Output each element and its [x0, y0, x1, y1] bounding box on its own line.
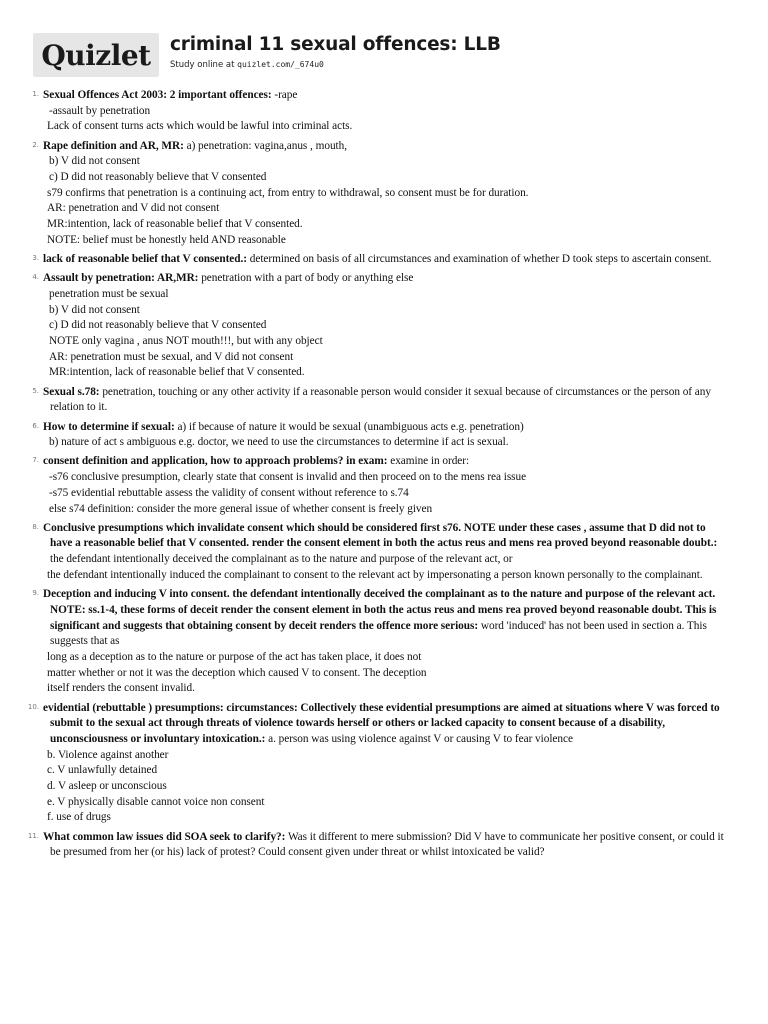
header — [33, 33, 748, 77]
definition-line: b) nature of act s ambiguous e.g. doctor, we need to use the circumstances to determine if act is sexual. — [49, 436, 509, 449]
definition-line: c. V unlawfully detained — [47, 764, 158, 777]
item-term-row — [43, 139, 728, 155]
subtitle-prefix: Study online at — [170, 60, 235, 70]
item-definition: determined on basis of all circumstances and examination of whether D took steps to ascertain consent. — [249, 253, 712, 266]
list-item — [0, 271, 768, 381]
item-term: Sexual s.78: — [43, 385, 100, 398]
item-term-row — [43, 454, 728, 470]
item-definition: a. person was using violence against V or causing V to fear violence — [268, 732, 573, 745]
definition-line: NOTE only vagina , anus NOT mouth!!!, but with any object — [49, 335, 323, 348]
item-term-row — [43, 420, 728, 436]
item-number: 2. — [32, 140, 39, 149]
definition-line: else s74 definition: consider the more general issue of whether consent is freely given — [49, 502, 433, 515]
item-term: lack of reasonable belief that V consented.: — [43, 253, 247, 266]
flashcard-list — [0, 88, 768, 865]
definition-line: b) V did not consent — [49, 303, 140, 316]
item-number: 8. — [32, 522, 39, 531]
item-definition: penetration, touching or any other activity if a reasonable person would consider it sexual because of circumstances or the person of any relation to it. — [50, 385, 711, 414]
definition-line: NOTE: belief must be honestly held AND reasonable — [47, 233, 286, 246]
item-number: 6. — [32, 421, 39, 430]
definition-line: b) V did not consent — [49, 155, 140, 168]
item-definition: penetration with a part of body or anything else — [201, 272, 414, 285]
item-term: Sexual Offences Act 2003: 2 important offences: — [43, 89, 272, 101]
item-term: Assault by penetration: AR,MR: — [43, 272, 199, 285]
item-definition: -rape — [274, 89, 298, 101]
item-term: Rape definition and AR, MR: — [43, 139, 184, 152]
definition-line: penetration must be sexual — [49, 287, 169, 300]
definition-line: f. use of drugs — [47, 811, 111, 824]
definition-line: matter whether or not it was the deception which caused V to consent. The deception — [47, 666, 427, 679]
item-term: Conclusive presumptions which invalidate consent which should be considered first s76. NOTE under these cases , assume that D did not to have a reasonable belief that V consented. render the consent element in both the actus reus and mens rea proved beyond reasonable doubt.: — [43, 521, 718, 550]
item-term-row — [43, 830, 728, 861]
definition-line: itself renders the consent invalid. — [47, 682, 195, 695]
definition-line: d. V asleep or unconscious — [47, 780, 167, 793]
list-item — [0, 88, 768, 135]
item-number: 11. — [27, 831, 39, 840]
definition-line: Lack of consent turns acts which would be lawful into criminal acts. — [47, 120, 353, 133]
item-term-row — [43, 521, 728, 568]
item-number: 5. — [32, 386, 39, 395]
item-term-row — [43, 271, 728, 287]
list-item — [0, 454, 768, 517]
definition-line: -assault by penetration — [49, 104, 151, 117]
page-subtitle — [170, 60, 324, 70]
definition-line: c) D did not reasonably believe that V consented — [49, 171, 267, 184]
subtitle-url[interactable]: quizlet.com/_674u0 — [237, 60, 324, 69]
definition-line: MR:intention, lack of reasonable belief that V consented. — [49, 366, 305, 379]
item-number: 4. — [32, 273, 39, 282]
item-term-row — [43, 587, 728, 650]
item-number: 9. — [32, 589, 39, 598]
item-term: How to determine if sexual: — [43, 420, 175, 433]
item-term: What common law issues did SOA seek to clarify?: — [43, 830, 286, 843]
definition-line: -s75 evidential rebuttable assess the validity of consent without reference to s.74 — [49, 486, 409, 499]
item-term: consent definition and application, how to approach problems? in exam: — [43, 455, 388, 468]
definition-line: the defendant intentionally induced the complainant to consent to the relevant act by impersonating a person known personally to the complainant. — [47, 568, 703, 581]
definition-line: MR:intention, lack of reasonable belief that V consented. — [47, 218, 303, 231]
item-number: 3. — [32, 254, 39, 263]
item-term: evidential (rebuttable ) presumptions: circumstances: Collectively these evidential presumptions are aimed at situations where V was forced to submit to the sexual act through threats of violence towards herself or others or lacked capacity to consent because of a disability, unconsciousness or involuntary intoxication.: — [43, 701, 720, 745]
definition-line: s79 confirms that penetration is a continuing act, from entry to withdrawal, so consent must be for duration. — [47, 186, 529, 199]
list-item — [0, 830, 768, 861]
item-term-row — [43, 701, 728, 748]
list-item — [0, 521, 768, 584]
item-definition: examine in order: — [390, 455, 470, 468]
page-title: criminal 11 sexual offences: LLB — [170, 34, 501, 55]
definition-line: AR: penetration and V did not consent — [47, 202, 220, 215]
definition-line: e. V physically disable cannot voice non consent — [47, 795, 265, 808]
list-item — [0, 587, 768, 697]
item-definition: Was it different to mere submission? Did V have to communicate her positive consent, or could it be presumed from her (or his) lack of protest? Could consent given under threat or whilst intoxicated be valid? — [50, 830, 724, 859]
item-definition: a) if because of nature it would be sexual (unambiguous acts e.g. penetration) — [177, 420, 524, 433]
item-definition: word 'induced' has not been used in section a. This suggests that as — [50, 619, 707, 648]
list-item — [0, 252, 768, 268]
item-number: 10. — [27, 702, 39, 711]
list-item — [0, 385, 768, 416]
item-term-row — [43, 252, 728, 268]
list-item — [0, 420, 768, 451]
definition-line: AR: penetration must be sexual, and V did not consent — [49, 350, 294, 363]
item-definition: the defendant intentionally deceived the complainant as to the nature and purpose of the relevant act, or — [50, 553, 513, 566]
item-term: Deception and inducing V into consent. the defendant intentionally deceived the complainant as to the nature and purpose of the relevant act. NOTE: ss.1-4, these forms of deceit render the consent element in both the actus reus and mens rea proved beyond reasonable doubt. This is significant and suggests that obtaining consent by deceit renders the offence more serious: — [43, 588, 717, 632]
definition-line: b. Violence against another — [47, 748, 169, 761]
definition-line: long as a deception as to the nature or purpose of the act has taken place, it does not — [47, 650, 422, 663]
list-item — [0, 701, 768, 827]
item-number: 1. — [32, 90, 39, 98]
item-term-row — [43, 88, 728, 104]
list-item — [0, 139, 768, 249]
item-term-row — [43, 385, 728, 416]
item-number: 7. — [32, 456, 39, 465]
definition-line: -s76 conclusive presumption, clearly state that consent is invalid and then proceed on to the mens rea issue — [49, 471, 527, 484]
definition-line: c) D did not reasonably believe that V consented — [49, 319, 267, 332]
quizlet-logo[interactable]: Quizlet — [33, 33, 159, 77]
item-definition: a) penetration: vagina,anus , mouth, — [186, 139, 347, 152]
